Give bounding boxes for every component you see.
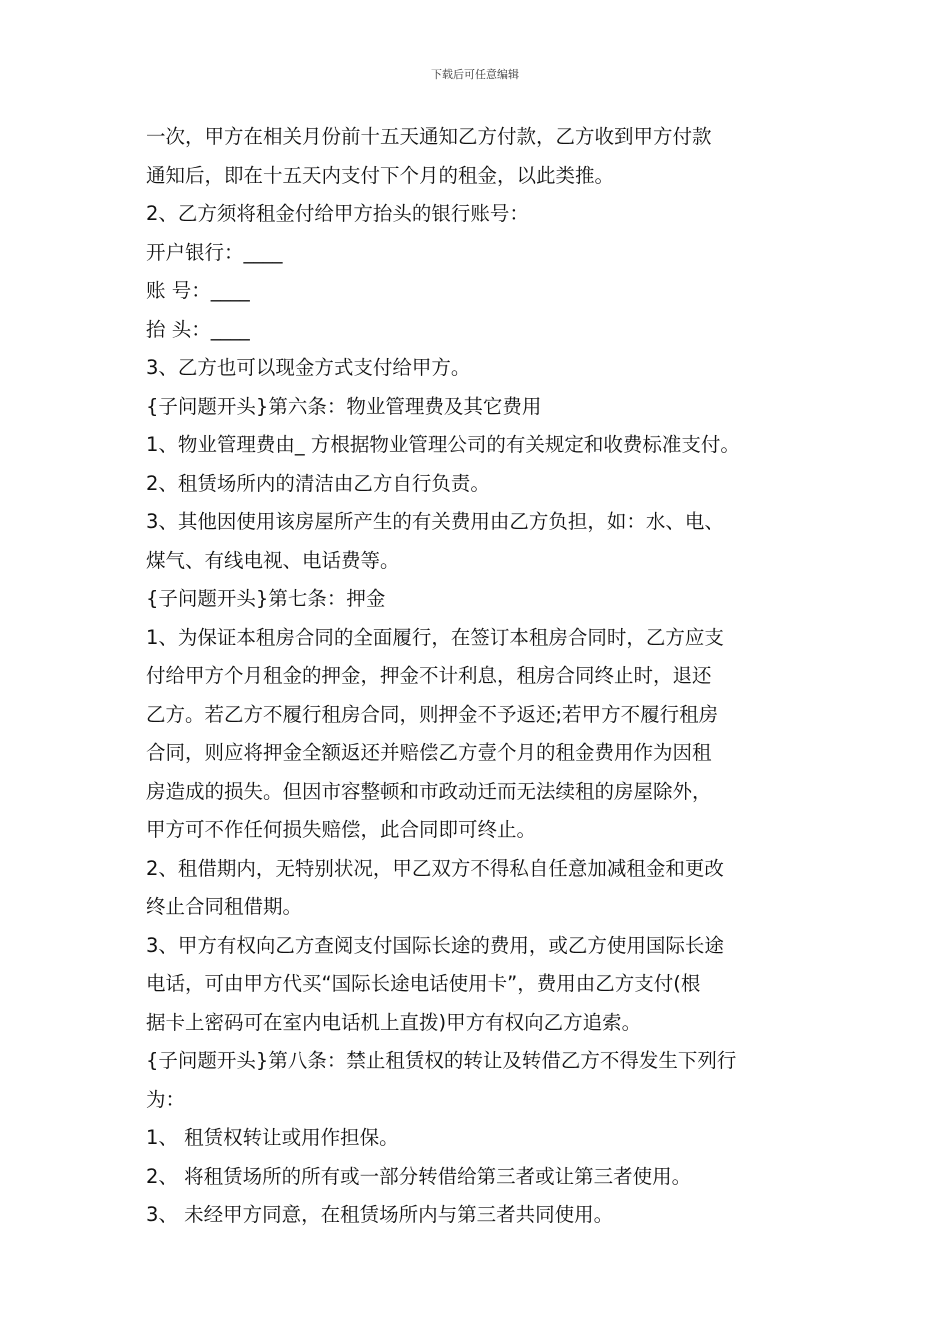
body-line: 一次，甲方在相关月份前十五天通知乙方付款，乙方收到甲方付款 xyxy=(146,125,712,148)
body-line: 合同，则应将押金全额返还并赔偿乙方壹个月的租金费用作为因租 xyxy=(146,741,712,764)
header-note: 下载后可任意编辑 xyxy=(431,68,519,81)
body-line: 3、乙方也可以现金方式支付给甲方。 xyxy=(146,356,471,379)
body-line: 通知后，即在十五天内支付下个月的租金，以此类推。 xyxy=(146,163,615,187)
document-body xyxy=(146,118,826,1235)
account-number-line: 账 号：____ xyxy=(146,279,250,302)
body-line: 付给甲方个月租金的押金，押金不计利息，租房合同终止时，退还 xyxy=(146,664,712,687)
body-line: 3、甲方有权向乙方查阅支付国际长途的费用，或乙方使用国际长途 xyxy=(146,933,724,957)
account-title-line: 抬 头：____ xyxy=(146,317,250,341)
body-line: 1、物业管理费由_ 方根据物业管理公司的有关规定和收费标准支付。 xyxy=(146,433,740,456)
body-line: 2、乙方须将租金付给甲方抬头的银行账号： xyxy=(146,202,529,225)
list-item: 2、 将租赁场所的所有或一部分转借给第三者或让第三者使用。 xyxy=(146,1164,692,1188)
section-heading-8: {子问题开头}第八条：禁止租赁权的转让及转借乙方不得发生下列行 xyxy=(146,1049,737,1072)
bank-name-line: 开户银行：____ xyxy=(146,240,283,264)
body-line: 2、租赁场所内的清洁由乙方自行负责。 xyxy=(146,471,490,495)
body-line: 1、为保证本租房合同的全面履行，在签订本租房合同时，乙方应支 xyxy=(146,625,724,649)
body-line: 2、租借期内，无特别状况，甲乙双方不得私自任意加减租金和更改 xyxy=(146,856,724,880)
body-line: 3、其他因使用该房屋所产生的有关费用由乙方负担，如：水、电、 xyxy=(146,510,724,533)
list-item: 3、 未经甲方同意，在租赁场所内与第三者共同使用。 xyxy=(146,1203,614,1226)
body-line: 终止合同租借期。 xyxy=(146,895,303,918)
list-item: 1、 租赁权转让或用作担保。 xyxy=(146,1126,399,1149)
section-heading-6: {子问题开头}第六条：物业管理费及其它费用 xyxy=(146,394,542,418)
body-line: 为： xyxy=(146,1087,186,1111)
body-line: 电话，可由甲方代买“国际长途电话使用卡”，费用由乙方支付(根 xyxy=(146,972,701,995)
body-line: 据卡上密码可在室内电话机上直拨)甲方有权向乙方追索。 xyxy=(146,1010,642,1034)
body-line: 房造成的损失。但因市容整顿和市政动迁而无法续租的房屋除外， xyxy=(146,779,712,803)
body-line: 乙方。若乙方不履行租房合同，则押金不予返还;若甲方不履行租房 xyxy=(146,702,719,726)
section-heading-7: {子问题开头}第七条：押金 xyxy=(146,587,386,610)
body-line: 煤气、有线电视、电话费等。 xyxy=(146,548,400,572)
body-line: 甲方可不作任何损失赔偿，此合同即可终止。 xyxy=(146,818,537,841)
